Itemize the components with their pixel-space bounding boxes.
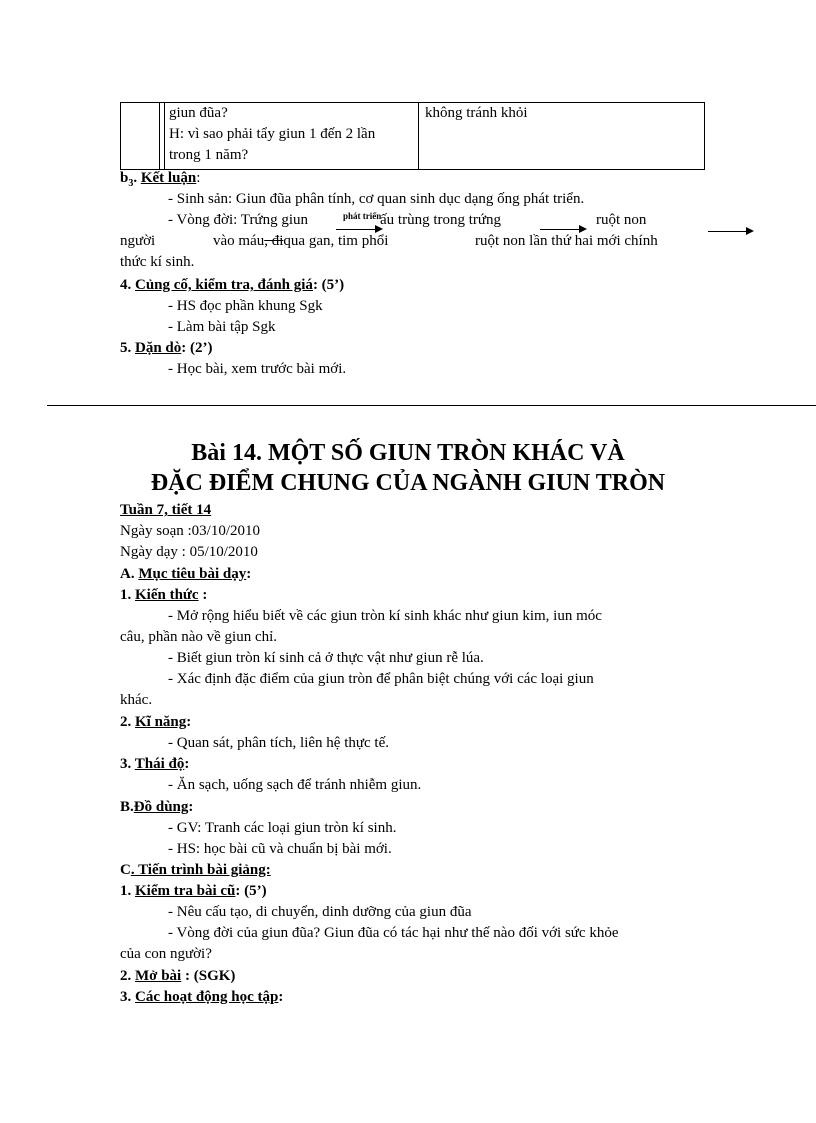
- old-lesson-question-cont: của con người?: [120, 946, 212, 962]
- date-prepared: Ngày soạn :03/10/2010: [120, 523, 260, 539]
- section-c-heading: C. Tiến trình bài giảng:: [120, 862, 271, 878]
- date-taught: Ngày dạy : 05/10/2010: [120, 544, 258, 560]
- conclusion-line-3a: người: [120, 233, 156, 249]
- section-4-heading: 4. Củng cố, kiểm tra, đánh giá: (5’): [120, 277, 345, 293]
- attitude-heading: 3. Thái độ:: [120, 756, 190, 772]
- section-5-item: - Học bài, xem trước bài mới.: [168, 361, 347, 377]
- arrow-icon: [336, 229, 381, 230]
- old-lesson-question: - Nêu cấu tạo, di chuyển, dinh dưỡng của giun đũa: [168, 904, 472, 920]
- table-text-line: giun đũa?: [169, 105, 228, 121]
- attitude-item: - Ăn sạch, uống sạch để tránh nhiễm giun.: [168, 777, 422, 793]
- materials-item: - GV: Tranh các loại giun tròn kí sinh.: [168, 820, 397, 836]
- activities-heading: 3. Các hoạt động học tập:: [120, 989, 284, 1005]
- week-label: Tuần 7, tiết 14: [120, 502, 212, 518]
- continuation-table: [120, 102, 705, 170]
- table-text-line: không tránh khỏi: [425, 105, 528, 121]
- conclusion-line-3b: vào máu, điqua gan, tim phổi: [213, 233, 389, 249]
- skills-heading: 2. Kĩ năng:: [120, 714, 192, 730]
- conclusion-line-3d: ruột non lần thứ hai mới chính: [475, 233, 658, 249]
- knowledge-item: - Biết giun tròn kí sinh cả ở thực vật như giun rễ lúa.: [168, 650, 484, 666]
- conclusion-line-2b: ấu trùng trong trứng: [380, 212, 502, 228]
- knowledge-heading: 1. Kiến thức :: [120, 587, 208, 603]
- knowledge-item-cont: khác.: [120, 692, 153, 708]
- old-lesson-question: - Vòng đời của giun đũa? Giun đũa có tác hại như thế nào đối với sức khỏe: [168, 925, 619, 941]
- knowledge-item: - Mở rộng hiểu biết về các giun tròn kí sinh khác như giun kim, iun móc: [168, 608, 602, 624]
- lesson-title-line-1: Bài 14. MỘT SỐ GIUN TRÒN KHÁC VÀ: [191, 440, 625, 466]
- knowledge-item-cont: câu, phần nào về giun chỉ.: [120, 629, 278, 645]
- section-4-item: - Làm bài tập Sgk: [168, 319, 276, 335]
- table-text-line: H: vì sao phải tẩy giun 1 đến 2 lần: [169, 126, 376, 142]
- conclusion-line-4: thức kí sinh.: [120, 254, 195, 270]
- conclusion-line-1: - Sinh sản: Giun đũa phân tính, cơ quan sinh dục dạng ống phát triển.: [168, 191, 585, 207]
- intro-heading: 2. Mở bài : (SGK): [120, 968, 236, 984]
- table-cell-answer: [420, 103, 704, 169]
- arrow-icon: [708, 231, 752, 232]
- section-a-heading: A. Mục tiêu bài dạy:: [120, 566, 252, 582]
- arrow-label: phát triển: [343, 211, 382, 221]
- conclusion-heading: $b_3$. Kết luận:: [120, 170, 201, 189]
- skills-item: - Quan sát, phân tích, liên hệ thực tế.: [168, 735, 389, 751]
- section-5-heading: 5. Dặn dò: (2’): [120, 340, 213, 356]
- page-divider: [47, 405, 816, 406]
- table-cell-question: [165, 103, 419, 169]
- conclusion-line-2c: ruột non: [596, 212, 647, 228]
- table-text-line: trong 1 năm?: [169, 147, 249, 163]
- lesson-title-line-2: ĐẶC ĐIỂM CHUNG CỦA NGÀNH GIUN TRÒN: [150, 470, 666, 496]
- section-b-heading: B.Đồ dùng:: [120, 799, 194, 815]
- materials-item: - HS: học bài cũ và chuẩn bị bài mới.: [168, 841, 392, 857]
- conclusion-line-2a: - Vòng đời: Trứng giun: [168, 212, 308, 228]
- old-lesson-check-heading: 1. Kiểm tra bài cũ: (5’): [120, 883, 267, 899]
- section-4-item: - HS đọc phần khung Sgk: [168, 298, 323, 314]
- arrow-icon: [540, 229, 585, 230]
- knowledge-item: - Xác định đặc điểm của giun tròn để phân biệt chúng với các loại giun: [168, 671, 594, 687]
- table-cell-empty: [121, 103, 160, 169]
